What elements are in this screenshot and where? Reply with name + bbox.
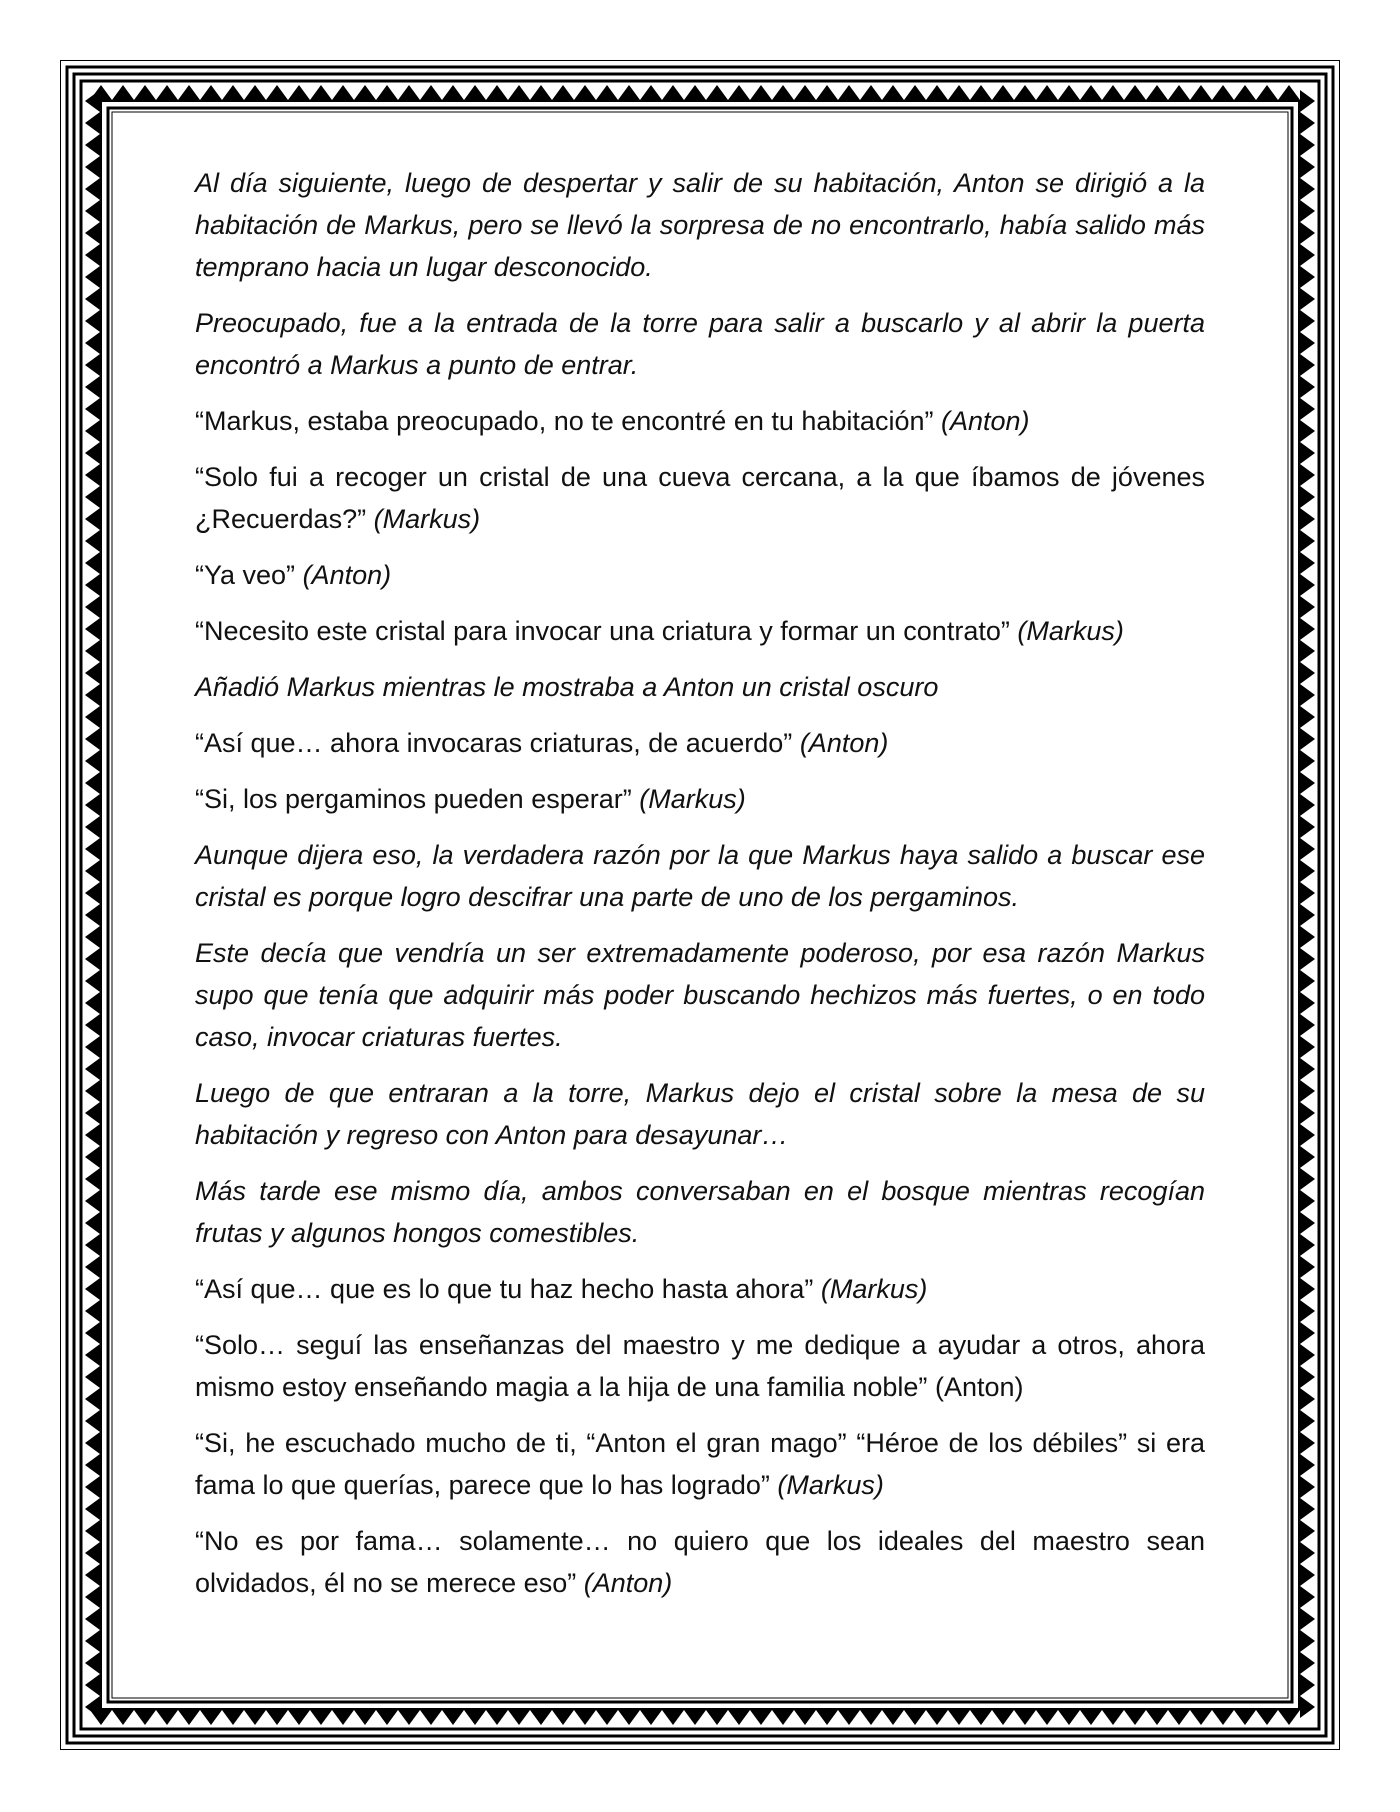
border-triangle (1300, 948, 1315, 970)
border-triangle (1300, 640, 1315, 662)
border-triangle (1190, 1710, 1212, 1725)
speaker-tag: (Markus) (820, 1274, 928, 1304)
border-triangle (640, 1710, 662, 1725)
border-triangle (420, 85, 442, 100)
border-triangle (618, 85, 640, 100)
border-triangle (1300, 1102, 1315, 1124)
border-triangle (1300, 1124, 1315, 1146)
border-triangle (684, 1710, 706, 1725)
border-triangle (1058, 85, 1080, 100)
border-triangle (85, 1036, 100, 1058)
border-triangle (1300, 1234, 1315, 1256)
border-triangle (288, 1710, 310, 1725)
border-triangle (1300, 1278, 1315, 1300)
border-triangle (1300, 772, 1315, 794)
border-triangle (85, 1498, 100, 1520)
speaker-tag: (Anton) (799, 728, 889, 758)
border-triangle (1300, 1432, 1315, 1454)
border-triangle (310, 85, 332, 100)
speaker-tag: (Markus) (1017, 616, 1124, 646)
border-triangle (860, 1710, 882, 1725)
dialogue-text: “Markus, estaba preocupado, no te encontré en tu habitación” (195, 406, 934, 436)
border-triangle (1300, 706, 1315, 728)
narration-paragraph: Añadió Markus mientras le mostraba a Anton un cristal oscuro (195, 672, 939, 702)
border-triangle (85, 464, 100, 486)
border-triangle (1300, 1564, 1315, 1586)
border-triangle (85, 904, 100, 926)
border-triangle (112, 1710, 134, 1725)
border-triangle (85, 662, 100, 684)
dialogue-text: “Ya veo” (195, 560, 296, 590)
dialogue-paragraph (195, 1324, 1205, 1408)
border-triangle (1300, 464, 1315, 486)
border-triangle (1036, 85, 1058, 100)
border-triangle (85, 266, 100, 288)
border-triangle (156, 1710, 178, 1725)
border-triangle (178, 85, 200, 100)
border-triangle (882, 1710, 904, 1725)
dialogue-text: “Si, he escuchado mucho de ti, “Anton el gran mago” “Héroe de los débiles” si era fama lo que querías, parece que lo has logrado” (195, 1428, 1205, 1500)
border-triangle (266, 85, 288, 100)
border-triangle (1300, 112, 1315, 134)
border-triangle (85, 1102, 100, 1124)
border-triangle (750, 85, 772, 100)
border-triangle (1300, 332, 1315, 354)
border-triangle (354, 85, 376, 100)
border-triangle (1102, 1710, 1124, 1725)
border-triangle (662, 1710, 684, 1725)
border-triangle (85, 816, 100, 838)
border-triangle (134, 85, 156, 100)
border-triangle (486, 1710, 508, 1725)
border-triangle (85, 1322, 100, 1344)
border-triangle (596, 1710, 618, 1725)
dialogue-text: “No es por fama… solamente… no quiero que los ideales del maestro sean olvidados, él no se merece eso” (195, 1526, 1205, 1598)
border-triangle (1300, 266, 1315, 288)
border-triangle (85, 398, 100, 420)
border-triangle (85, 530, 100, 552)
border-triangle (1300, 1388, 1315, 1410)
border-triangle (530, 1710, 552, 1725)
border-triangle (1300, 1542, 1315, 1564)
border-triangle (442, 1710, 464, 1725)
border-triangle (85, 948, 100, 970)
border-triangle (1300, 860, 1315, 882)
border-triangle (706, 85, 728, 100)
border-triangle (85, 1520, 100, 1542)
border-triangle (85, 706, 100, 728)
border-triangle (1234, 1710, 1256, 1725)
border-triangle (1300, 1036, 1315, 1058)
border-triangle (992, 85, 1014, 100)
border-triangle (85, 1212, 100, 1234)
dialogue-text: “Solo fui a recoger un cristal de una cueva cercana, a la que íbamos de jóvenes ¿Recuerdas?” (195, 462, 1205, 534)
border-triangle (85, 838, 100, 860)
border-triangle (85, 1630, 100, 1652)
border-triangle (244, 85, 266, 100)
border-triangle (1212, 85, 1234, 100)
dialogue-paragraph (195, 1520, 1205, 1604)
border-triangle (640, 85, 662, 100)
border-triangle (85, 1674, 100, 1696)
dialogue-paragraph (195, 554, 1205, 596)
speaker-tag: (Markus) (777, 1470, 884, 1500)
dialogue-text: “Si, los pergaminos pueden esperar” (195, 784, 632, 814)
border-triangle (112, 85, 134, 100)
border-triangle (1300, 134, 1315, 156)
border-triangle (1168, 85, 1190, 100)
dialogue-text: “Así que… que es lo que tu haz hecho hasta ahora” (195, 1274, 814, 1304)
border-triangle (1300, 838, 1315, 860)
dialogue-paragraph (195, 722, 1205, 764)
border-triangle (1300, 684, 1315, 706)
border-triangle (1300, 288, 1315, 310)
border-triangle (85, 508, 100, 530)
border-triangle (85, 1278, 100, 1300)
border-triangle (1102, 85, 1124, 100)
border-triangle (970, 1710, 992, 1725)
narration-paragraph: Más tarde ese mismo día, ambos conversaban en el bosque mientras recogían frutas y algunos hongos comestibles. (195, 1176, 1205, 1248)
border-triangle (1300, 156, 1315, 178)
dialogue-text: “Necesito este cristal para invocar una criatura y formar un contrato” (195, 616, 1010, 646)
border-triangle (1300, 728, 1315, 750)
border-triangle (1124, 85, 1146, 100)
border-triangle (1300, 552, 1315, 574)
border-triangle (332, 1710, 354, 1725)
dialogue-paragraph (195, 778, 1205, 820)
border-triangle (794, 1710, 816, 1725)
border-triangle (85, 222, 100, 244)
border-triangle (1014, 1710, 1036, 1725)
border-triangle (1300, 376, 1315, 398)
border-triangle (1300, 1630, 1315, 1652)
border-triangle (1146, 85, 1168, 100)
border-triangle (1036, 1710, 1058, 1725)
border-triangle (1300, 398, 1315, 420)
border-triangle (1300, 926, 1315, 948)
border-triangle (1080, 85, 1102, 100)
border-triangle (85, 310, 100, 332)
border-triangle (1300, 750, 1315, 772)
border-triangle (1300, 486, 1315, 508)
border-triangle (1300, 442, 1315, 464)
border-triangle (684, 85, 706, 100)
border-triangle (1212, 1710, 1234, 1725)
border-triangle (85, 1344, 100, 1366)
border-triangle (530, 85, 552, 100)
border-triangle (1300, 222, 1315, 244)
border-triangle (508, 85, 530, 100)
story-text (195, 162, 1205, 1618)
border-triangle (85, 772, 100, 794)
border-triangle (442, 85, 464, 100)
speaker-tag: (Markus) (373, 504, 481, 534)
border-triangle (85, 1124, 100, 1146)
border-triangle (1300, 1300, 1315, 1322)
border-triangle (948, 85, 970, 100)
border-triangle (85, 134, 100, 156)
border-triangle (552, 85, 574, 100)
border-triangle (398, 1710, 420, 1725)
border-triangle (1300, 1498, 1315, 1520)
border-triangle (772, 85, 794, 100)
border-triangle (794, 85, 816, 100)
border-triangle (464, 85, 486, 100)
border-triangle (1300, 530, 1315, 552)
border-triangle (596, 85, 618, 100)
border-triangle (1300, 310, 1315, 332)
border-triangle (574, 1710, 596, 1725)
border-triangle (85, 574, 100, 596)
border-triangle (398, 85, 420, 100)
dialogue-paragraph (195, 1422, 1205, 1506)
border-triangle (1300, 200, 1315, 222)
border-triangle (1300, 1410, 1315, 1432)
border-triangle (1300, 178, 1315, 200)
border-triangle (1300, 1520, 1315, 1542)
border-triangle (85, 926, 100, 948)
border-triangle (1300, 1696, 1315, 1718)
border-triangle (926, 1710, 948, 1725)
border-triangle (1300, 1608, 1315, 1630)
border-triangle (552, 1710, 574, 1725)
speaker-tag: (Anton) (583, 1568, 673, 1598)
border-triangle (85, 1564, 100, 1586)
border-triangle (904, 1710, 926, 1725)
speaker-tag: (Anton) (302, 560, 392, 590)
border-triangle (200, 1710, 222, 1725)
border-triangle (1300, 244, 1315, 266)
border-triangle (376, 1710, 398, 1725)
border-triangle (1300, 90, 1315, 112)
border-triangle (85, 244, 100, 266)
border-triangle (1300, 1212, 1315, 1234)
border-triangle (508, 1710, 530, 1725)
border-triangle (85, 596, 100, 618)
border-triangle (1278, 85, 1300, 100)
border-triangle (1300, 1256, 1315, 1278)
border-triangle (1300, 662, 1315, 684)
border-triangle (816, 1710, 838, 1725)
border-triangle (926, 85, 948, 100)
border-triangle (222, 1710, 244, 1725)
border-triangle (1300, 970, 1315, 992)
border-triangle (1300, 1476, 1315, 1498)
border-triangle (85, 640, 100, 662)
speaker-tag: (Markus) (639, 784, 746, 814)
border-triangle (178, 1710, 200, 1725)
border-triangle (85, 1146, 100, 1168)
border-triangle (85, 90, 100, 112)
border-triangle (332, 85, 354, 100)
border-triangle (85, 1058, 100, 1080)
border-triangle (1300, 882, 1315, 904)
dialogue-paragraph (195, 456, 1205, 540)
border-triangle (85, 420, 100, 442)
border-triangle (85, 552, 100, 574)
border-triangle (85, 750, 100, 772)
border-triangle (85, 684, 100, 706)
border-triangle (1300, 1322, 1315, 1344)
border-triangle (1300, 1080, 1315, 1102)
border-triangle (1300, 1674, 1315, 1696)
border-triangle (85, 1190, 100, 1212)
border-triangle (420, 1710, 442, 1725)
border-triangle (85, 332, 100, 354)
border-triangle (266, 1710, 288, 1725)
border-triangle (85, 1388, 100, 1410)
narration-paragraph: Este decía que vendría un ser extremadamente poderoso, por esa razón Markus supo que tenía que adquirir más poder buscando hechizos más fuertes, o en todo caso, invocar criaturas fuertes. (195, 938, 1205, 1052)
border-triangle (816, 85, 838, 100)
border-triangle (904, 85, 926, 100)
border-triangle (948, 1710, 970, 1725)
border-triangle (1256, 1710, 1278, 1725)
speaker-tag: (Anton) (940, 406, 1030, 436)
border-triangle (574, 85, 596, 100)
border-triangle (1300, 1146, 1315, 1168)
border-triangle (1300, 618, 1315, 640)
border-triangle (85, 794, 100, 816)
border-triangle (310, 1710, 332, 1725)
border-triangle (354, 1710, 376, 1725)
border-triangle (1300, 1168, 1315, 1190)
narration-paragraph: Luego de que entraran a la torre, Markus dejo el cristal sobre la mesa de su habitación y regreso con Anton para desayunar… (195, 1078, 1205, 1150)
narration-paragraph: Al día siguiente, luego de despertar y salir de su habitación, Anton se dirigió a la habitación de Markus, pero se llevó la sorpresa de no encontrarlo, había salido más temprano hacia un lugar desconocido. (195, 168, 1205, 282)
dialogue-paragraph (195, 1268, 1205, 1310)
border-triangle (85, 1410, 100, 1432)
border-triangle (85, 992, 100, 1014)
border-triangle (85, 1542, 100, 1564)
border-triangle (1190, 85, 1212, 100)
border-triangle (1058, 1710, 1080, 1725)
border-triangle (85, 1168, 100, 1190)
border-triangle (1146, 1710, 1168, 1725)
speaker-tag: (Anton) (934, 1372, 1024, 1402)
dialogue-text: “Así que… ahora invocaras criaturas, de acuerdo” (195, 728, 793, 758)
border-triangle (1014, 85, 1036, 100)
border-triangle (85, 376, 100, 398)
border-triangle (85, 1300, 100, 1322)
border-triangle (1300, 1014, 1315, 1036)
border-triangle (1300, 992, 1315, 1014)
border-triangle (1300, 508, 1315, 530)
border-triangle (85, 178, 100, 200)
border-triangle (618, 1710, 640, 1725)
border-triangle (85, 1014, 100, 1036)
border-triangle (85, 1234, 100, 1256)
border-triangle (1300, 1058, 1315, 1080)
border-triangle (1234, 85, 1256, 100)
border-triangle (970, 85, 992, 100)
border-triangle (750, 1710, 772, 1725)
border-triangle (134, 1710, 156, 1725)
border-triangle (85, 618, 100, 640)
border-triangle (85, 1586, 100, 1608)
border-triangle (85, 288, 100, 310)
border-triangle (376, 85, 398, 100)
dialogue-paragraph (195, 400, 1205, 442)
border-triangle (1300, 1366, 1315, 1388)
border-triangle (662, 85, 684, 100)
border-triangle (244, 1710, 266, 1725)
border-triangle (85, 1476, 100, 1498)
border-triangle (1300, 420, 1315, 442)
border-triangle (1080, 1710, 1102, 1725)
border-triangle (1300, 574, 1315, 596)
border-triangle (1278, 1710, 1300, 1725)
border-triangle (85, 970, 100, 992)
border-triangle (1300, 1454, 1315, 1476)
border-triangle (85, 882, 100, 904)
border-triangle (85, 1652, 100, 1674)
border-triangle (1300, 1190, 1315, 1212)
border-triangle (1300, 904, 1315, 926)
border-triangle (85, 728, 100, 750)
border-triangle (200, 85, 222, 100)
border-triangle (85, 1696, 100, 1718)
border-triangle (882, 85, 904, 100)
border-triangle (992, 1710, 1014, 1725)
dialogue-paragraph (195, 610, 1205, 652)
border-triangle (1300, 816, 1315, 838)
border-triangle (1300, 1344, 1315, 1366)
border-triangle (486, 85, 508, 100)
border-triangle (85, 486, 100, 508)
border-triangle (772, 1710, 794, 1725)
border-triangle (222, 85, 244, 100)
border-triangle (1124, 1710, 1146, 1725)
border-triangle (1300, 596, 1315, 618)
border-triangle (1300, 794, 1315, 816)
border-triangle (85, 1432, 100, 1454)
border-triangle (85, 860, 100, 882)
border-triangle (706, 1710, 728, 1725)
border-triangle (838, 85, 860, 100)
border-triangle (85, 442, 100, 464)
border-triangle (1300, 1652, 1315, 1674)
border-triangle (1168, 1710, 1190, 1725)
border-triangle (85, 354, 100, 376)
border-triangle (85, 1454, 100, 1476)
border-triangle (85, 1080, 100, 1102)
border-triangle (85, 112, 100, 134)
narration-paragraph: Aunque dijera eso, la verdadera razón por la que Markus haya salido a buscar ese cristal es porque logro descifrar una parte de uno de los pergaminos. (195, 840, 1205, 912)
border-triangle (1256, 85, 1278, 100)
border-triangle (838, 1710, 860, 1725)
border-triangle (728, 1710, 750, 1725)
border-triangle (860, 85, 882, 100)
border-triangle (288, 85, 310, 100)
narration-paragraph: Preocupado, fue a la entrada de la torre para salir a buscarlo y al abrir la puerta encontró a Markus a punto de entrar. (195, 308, 1205, 380)
border-triangle (85, 156, 100, 178)
border-triangle (85, 1366, 100, 1388)
border-triangle (1300, 354, 1315, 376)
border-triangle (85, 200, 100, 222)
border-triangle (728, 85, 750, 100)
border-triangle (464, 1710, 486, 1725)
border-triangle (85, 1608, 100, 1630)
border-triangle (156, 85, 178, 100)
dialogue-text: “Solo… seguí las enseñanzas del maestro y me dedique a ayudar a otros, ahora mismo estoy enseñando magia a la hija de una familia noble” (195, 1330, 1205, 1402)
border-triangle (1300, 1586, 1315, 1608)
border-triangle (85, 1256, 100, 1278)
